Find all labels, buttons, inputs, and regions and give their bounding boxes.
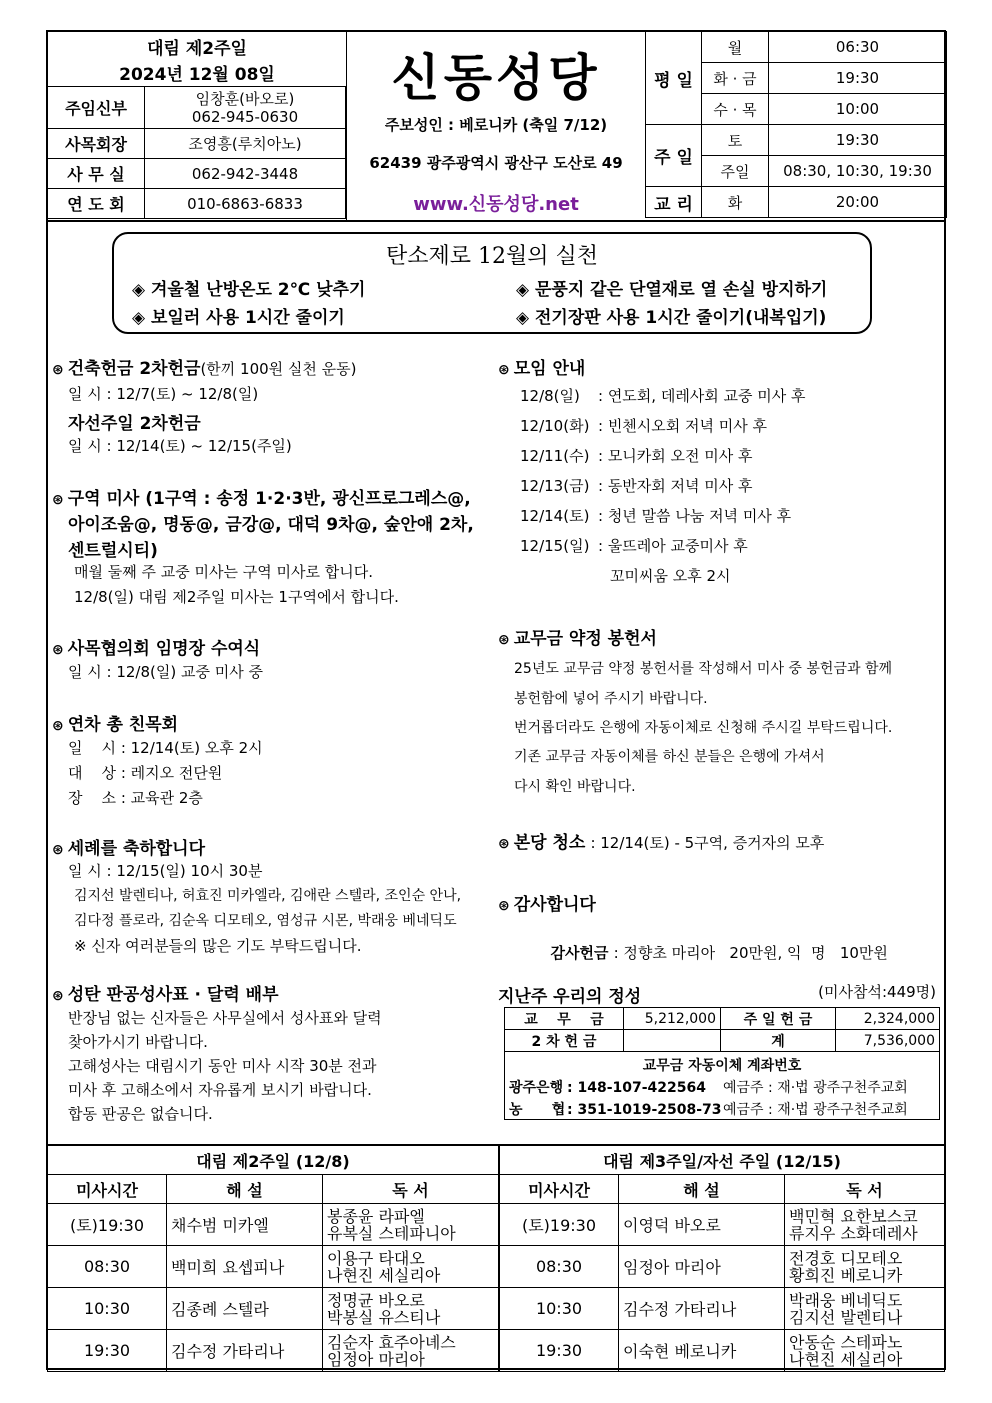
mass-time: (토)19:30 bbox=[499, 1204, 619, 1246]
meeting-desc: : 청년 말씀 나눔 저녁 미사 후 bbox=[598, 507, 792, 525]
col-header: 해 설 bbox=[619, 1175, 785, 1204]
carbon-title: 탄소제로 12월의 실천 bbox=[386, 244, 598, 269]
schedule-time: 10:00 bbox=[769, 94, 947, 125]
commentator: 김수정 가타리나 bbox=[619, 1288, 785, 1330]
col-header: 미사시간 bbox=[499, 1175, 619, 1204]
council-president: 조영흥(루치아노) bbox=[145, 129, 346, 159]
schedule-weekday-label: 평 일 bbox=[646, 32, 702, 125]
text-line: 일 시 : 12/8(일) 교중 미사 중 bbox=[68, 663, 263, 681]
text-line: 자선주일 2차헌금 bbox=[68, 414, 201, 434]
reader: 전경호 디모테오 bbox=[789, 1248, 903, 1268]
reader: 류지우 소화데레사 bbox=[789, 1223, 918, 1243]
liturgical-week: 대림 제2주일 bbox=[147, 39, 247, 59]
schedule-time: 19:30 bbox=[769, 125, 947, 156]
readers bbox=[323, 1204, 500, 1246]
mass-left-title: 대림 제2주일 (12/8) bbox=[48, 1146, 500, 1175]
meeting-date: 12/13(금) bbox=[520, 477, 590, 495]
schedule-day: 월 bbox=[702, 32, 769, 63]
readers bbox=[785, 1204, 945, 1246]
meeting-item bbox=[520, 384, 806, 414]
readers bbox=[785, 1246, 945, 1288]
readers bbox=[785, 1330, 945, 1372]
text-line: 김지선 발렌티나, 허효진 미카엘라, 김애란 스텔라, 조인순 안나, bbox=[74, 888, 462, 904]
office-phone: 062-942-3448 bbox=[145, 159, 346, 189]
text-line: 대 상 : 레지오 전단원 bbox=[68, 764, 223, 782]
reader: 나현진 세실리아 bbox=[789, 1349, 903, 1369]
text-line: 기존 교무금 자동이체를 하신 분들은 은행에 가셔서 bbox=[514, 749, 825, 765]
schedule-sunday-label: 주 일 bbox=[646, 125, 702, 187]
label-yeondo: 연 도 회 bbox=[48, 189, 145, 219]
mass-time: 08:30 bbox=[499, 1246, 619, 1288]
section-title: 본당 청소 bbox=[513, 833, 586, 853]
text-line: 일 시 : 12/7(토) ~ 12/8(일) bbox=[68, 385, 259, 403]
meeting-desc: 꼬미씨움 오후 2시 bbox=[610, 567, 731, 585]
schedule-catechism-label: 교 리 bbox=[646, 187, 702, 218]
text-line: 일 시 : 12/14(토) 오후 2시 bbox=[68, 739, 263, 757]
meeting-desc: : 동반자회 저녁 미사 후 bbox=[598, 477, 753, 495]
commentator: 김종례 스텔라 bbox=[167, 1288, 323, 1330]
bulletin-date: 2024년 12월 08일 bbox=[119, 65, 275, 85]
section-cleaning bbox=[498, 828, 824, 856]
schedule-time: 08:30, 10:30, 19:30 bbox=[769, 156, 947, 187]
text-line: 찾아가시기 바랍니다. bbox=[68, 1033, 208, 1051]
section-title: 구역 미사 (1구역 : 송정 1·2·3반, 광신프로그레스@, bbox=[67, 489, 471, 509]
section-district-mass bbox=[52, 484, 471, 509]
reader: 정명균 바오로 bbox=[327, 1290, 425, 1310]
section-pledge bbox=[498, 624, 657, 649]
section-annual-meeting bbox=[52, 710, 178, 735]
reader: 임정아 마리아 bbox=[327, 1349, 425, 1369]
section-baptism bbox=[52, 834, 205, 859]
mass-right-title: 대림 제3주일/자선 주일 (12/15) bbox=[499, 1146, 945, 1175]
meeting-list bbox=[520, 384, 806, 594]
commentator: 이숙현 베로니카 bbox=[619, 1330, 785, 1372]
bulletin-page bbox=[46, 30, 946, 1370]
section-thanks bbox=[498, 890, 596, 915]
church-name: 신동성당 bbox=[391, 49, 601, 107]
meeting-date: 12/8(일) bbox=[520, 387, 580, 405]
col-header: 독 서 bbox=[785, 1175, 945, 1204]
table-row bbox=[48, 1204, 945, 1246]
text-line: 일 시 : 12/15(일) 10시 30분 bbox=[68, 862, 263, 880]
meeting-desc: : 울뜨레아 교중미사 후 bbox=[598, 537, 748, 555]
mass-schedule-table bbox=[645, 31, 947, 218]
offering-title: 지난주 우리의 정성 bbox=[498, 987, 642, 1007]
meeting-date: 12/10(화) bbox=[520, 417, 590, 435]
carbon-zero-box bbox=[112, 232, 872, 334]
reader: 이용구 타대오 bbox=[327, 1248, 425, 1268]
section-subtitle: (한끼 100원 실천 운동) bbox=[200, 360, 357, 378]
offering-label: 주 일 헌 금 bbox=[721, 1008, 836, 1030]
schedule-day: 주일 bbox=[702, 156, 769, 187]
mass-roles-table bbox=[47, 1145, 945, 1372]
thanks-line bbox=[520, 922, 888, 985]
bank-account: : 351-1019-2508-73 bbox=[567, 1102, 722, 1118]
mass-time: 08:30 bbox=[48, 1246, 167, 1288]
reader: 황희진 베로니카 bbox=[789, 1265, 903, 1285]
text-line: 미사 후 고해소에서 자유롭게 보시기 바랍니다. bbox=[68, 1081, 372, 1099]
church-website[interactable]: www.신동성당.net bbox=[413, 194, 579, 215]
meeting-item bbox=[520, 474, 806, 504]
reader: 안동순 스테파노 bbox=[789, 1332, 903, 1352]
yeondo-phone: 010-6863-6833 bbox=[145, 189, 346, 219]
section-mark-icon: ⊛ bbox=[52, 988, 64, 1004]
meeting-desc: : 모니카회 오전 미사 후 bbox=[598, 447, 753, 465]
text-line: 12/8(일) 대림 제2주일 미사는 1구역에서 합니다. bbox=[74, 588, 399, 606]
text-line: 합동 판공은 없습니다. bbox=[68, 1105, 213, 1123]
commentator: 이영덕 바오로 bbox=[619, 1204, 785, 1246]
schedule-day: 화 bbox=[702, 187, 769, 218]
reader: 박래웅 베네딕도 bbox=[789, 1290, 903, 1310]
meeting-item bbox=[520, 564, 806, 594]
section-title: 센트럴시티) bbox=[68, 541, 158, 561]
section-title: 교무금 약정 봉헌서 bbox=[513, 629, 657, 649]
section-meetings bbox=[498, 354, 585, 379]
bank-row bbox=[509, 1077, 939, 1097]
offering-label: 2 차 헌 금 bbox=[505, 1030, 624, 1052]
header-divider bbox=[48, 220, 944, 222]
text-line: 다시 확인 바랍니다. bbox=[514, 779, 636, 795]
col-header: 미사시간 bbox=[48, 1175, 167, 1204]
schedule-time: 20:00 bbox=[769, 187, 947, 218]
meeting-item bbox=[520, 504, 806, 534]
reader: 박봉실 유스티나 bbox=[327, 1307, 441, 1327]
meeting-desc: : 빈첸시오회 저녁 미사 후 bbox=[598, 417, 768, 435]
text-line: 봉헌함에 넣어 주시기 바랍니다. bbox=[514, 691, 708, 707]
schedule-time: 19:30 bbox=[769, 63, 947, 94]
thanks-label: 감사헌금 bbox=[550, 944, 609, 962]
meeting-desc: : 연도회, 데레사회 교중 미사 후 bbox=[598, 387, 806, 405]
mass-time: 19:30 bbox=[48, 1330, 167, 1372]
section-mark-icon: ⊛ bbox=[498, 362, 510, 378]
section-title: 세례를 축하합니다 bbox=[67, 839, 206, 859]
bank-name: 농 협 bbox=[509, 1102, 566, 1118]
label-pastor: 주임신부 bbox=[48, 87, 145, 129]
carbon-item: ◈ 겨울철 난방온도 2℃ 낮추기 bbox=[132, 280, 366, 300]
commentator: 김수정 가타리나 bbox=[167, 1330, 323, 1372]
mass-time: (토)19:30 bbox=[48, 1204, 167, 1246]
table-row bbox=[48, 1288, 945, 1330]
mass-time: 10:30 bbox=[48, 1288, 167, 1330]
bank-row bbox=[509, 1099, 939, 1119]
reader: 김순자 효주아녜스 bbox=[327, 1332, 456, 1352]
section-mark-icon: ⊛ bbox=[52, 492, 64, 508]
commentator: 채수범 미카엘 bbox=[167, 1204, 323, 1246]
section-mark-icon: ⊛ bbox=[498, 632, 510, 648]
reader: 김지선 발렌티나 bbox=[789, 1307, 903, 1327]
reader: 봉종윤 라파엘 bbox=[327, 1206, 425, 1226]
header-left bbox=[48, 32, 347, 220]
offering-value: 7,536,000 bbox=[836, 1030, 940, 1052]
schedule-time: 06:30 bbox=[769, 32, 947, 63]
church-address: 62439 광주광역시 광산구 도산로 49 bbox=[369, 154, 623, 172]
text-line: 반장님 없는 신자들은 사무실에서 성사표와 달력 bbox=[68, 1009, 382, 1027]
meeting-date: 12/15(일) bbox=[520, 537, 590, 555]
meeting-item bbox=[520, 414, 806, 444]
section-mark-icon: ⊛ bbox=[498, 898, 510, 914]
meeting-item bbox=[520, 444, 806, 474]
contact-table bbox=[47, 86, 346, 219]
section-title: 모임 안내 bbox=[513, 359, 586, 379]
section-title: 아이조움@, 명동@, 금강@, 대덕 9차@, 숲안애 2차, bbox=[68, 515, 474, 535]
meeting-date: 12/14(토) bbox=[520, 507, 590, 525]
readers bbox=[323, 1330, 500, 1372]
meeting-date: 12/11(수) bbox=[520, 447, 590, 465]
text-line: 번거롭더라도 은행에 자동이체로 신청해 주시길 부탁드립니다. bbox=[514, 720, 893, 736]
col-header: 해 설 bbox=[167, 1175, 323, 1204]
reader: 나현진 세실리아 bbox=[327, 1265, 441, 1285]
carbon-item: ◈ 문풍지 같은 단열재로 열 손실 방지하기 bbox=[516, 280, 828, 300]
table-row bbox=[48, 1246, 945, 1288]
section-christmas bbox=[52, 980, 279, 1005]
section-mark-icon: ⊛ bbox=[52, 642, 64, 658]
bank-holder: 예금주 : 재·법 광주구천주교회 bbox=[723, 1102, 908, 1118]
section-building-fund bbox=[52, 354, 357, 382]
bank-title: 교무금 자동이체 계좌번호 bbox=[642, 1058, 802, 1074]
bank-info bbox=[505, 1052, 940, 1120]
commentator: 임정아 마리아 bbox=[619, 1246, 785, 1288]
offering-label: 교 무 금 bbox=[505, 1008, 624, 1030]
meeting-item bbox=[520, 534, 806, 564]
section-title: 사목협의회 임명장 수여식 bbox=[67, 639, 261, 659]
mass-time: 10:30 bbox=[499, 1288, 619, 1330]
mass-time: 19:30 bbox=[499, 1330, 619, 1372]
text-line: 김다정 플로라, 김순옥 디모테오, 염성규 시몬, 박래웅 베네딕도 bbox=[74, 913, 457, 929]
text-line: 매월 둘째 주 교중 미사는 구역 미사로 합니다. bbox=[74, 563, 373, 581]
readers bbox=[323, 1288, 500, 1330]
offering-table bbox=[504, 1007, 940, 1120]
patron-saint: 주보성인 : 베로니카 (축일 7/12) bbox=[384, 116, 608, 134]
commentator: 백미희 요셉피나 bbox=[167, 1246, 323, 1288]
text-line: 고해성사는 대림시기 동안 미사 시작 30분 전과 bbox=[68, 1057, 377, 1075]
pastor-info: 임창훈(바오로) 062-945-0630 bbox=[145, 87, 346, 129]
section-appointment bbox=[52, 634, 260, 659]
label-office: 사 무 실 bbox=[48, 159, 145, 189]
readers bbox=[785, 1288, 945, 1330]
bank-name: 광주은행 bbox=[509, 1080, 564, 1096]
offering-value: 5,212,000 bbox=[624, 1008, 721, 1030]
section-title: 건축헌금 2차헌금 bbox=[67, 359, 201, 379]
offering-label: 계 bbox=[721, 1030, 836, 1052]
bank-holder: 예금주 : 재·법 광주구천주교회 bbox=[723, 1080, 908, 1096]
section-mark-icon: ⊛ bbox=[498, 836, 510, 852]
section-title: 성탄 판공성사표 · 달력 배부 bbox=[67, 985, 279, 1005]
offering-value: 2,324,000 bbox=[836, 1008, 940, 1030]
text-line: 25년도 교무금 약정 봉헌서를 작성해서 미사 중 봉헌금과 함께 bbox=[514, 661, 892, 677]
carbon-item: ◈ 보일러 사용 1시간 줄이기 bbox=[132, 308, 345, 328]
section-mark-icon: ⊛ bbox=[52, 362, 64, 378]
carbon-item: ◈ 전기장판 사용 1시간 줄이기(내복입기) bbox=[516, 308, 827, 328]
thanks-text: : 정향초 마리아 20만원, 익 명 10만원 bbox=[613, 944, 888, 962]
text-line: 일 시 : 12/14(토) ~ 12/15(주일) bbox=[68, 437, 292, 455]
section-title: 감사합니다 bbox=[513, 895, 596, 915]
text-line: 장 소 : 교육관 2층 bbox=[68, 789, 203, 807]
label-council: 사목회장 bbox=[48, 129, 145, 159]
section-mark-icon: ⊛ bbox=[52, 718, 64, 734]
text-line: ※ 신자 여러분들의 많은 기도 부탁드립니다. bbox=[74, 937, 362, 955]
reader: 백민혁 요한보스코 bbox=[789, 1206, 918, 1226]
reader: 유복실 스테파니아 bbox=[327, 1223, 456, 1243]
schedule-day: 토 bbox=[702, 125, 769, 156]
section-mark-icon: ⊛ bbox=[52, 842, 64, 858]
section-title: 연차 총 친목회 bbox=[67, 715, 179, 735]
mass-attendance: (미사참석:449명) bbox=[818, 983, 936, 1001]
cleaning-info: : 12/14(토) - 5구역, 증거자의 모후 bbox=[590, 834, 825, 852]
offering-value bbox=[624, 1030, 721, 1052]
col-header: 독 서 bbox=[323, 1175, 500, 1204]
schedule-day: 화 · 금 bbox=[702, 63, 769, 94]
schedule-day: 수 · 목 bbox=[702, 94, 769, 125]
table-row bbox=[48, 1330, 945, 1372]
header-center bbox=[346, 32, 646, 220]
readers bbox=[323, 1246, 500, 1288]
bank-account: : 148-107-422564 bbox=[567, 1080, 706, 1096]
